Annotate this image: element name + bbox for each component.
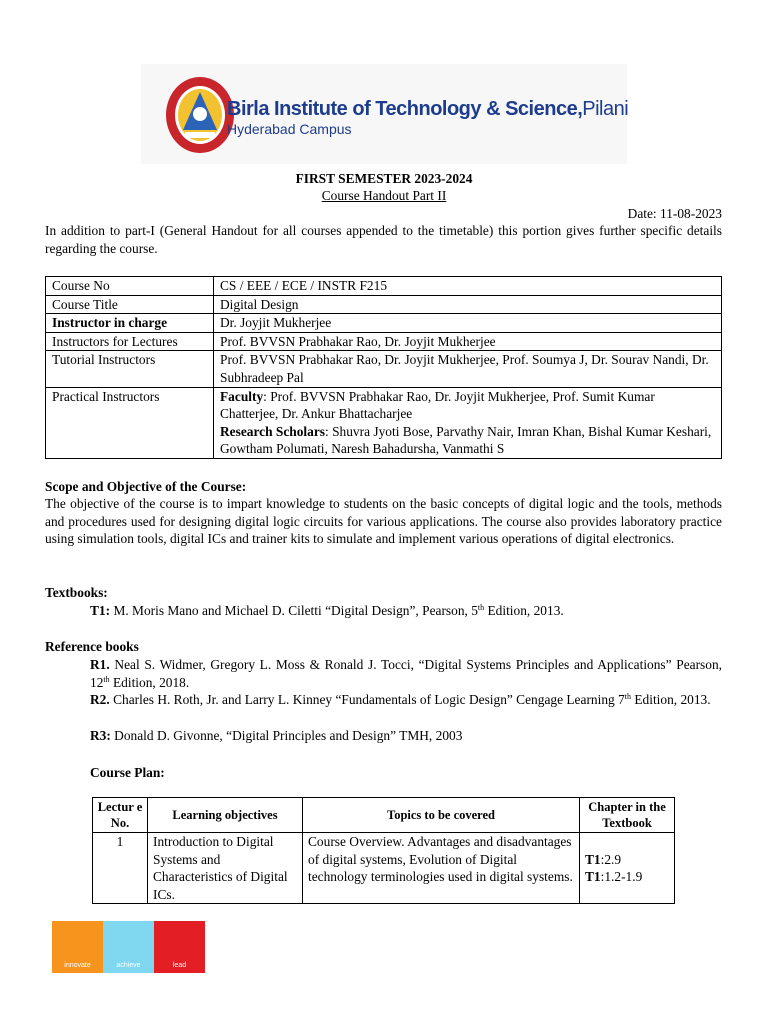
campus-name: Hyderabad Campus: [227, 121, 352, 137]
table-row: [46, 351, 722, 387]
reference-r2: R2. Charles H. Roth, Jr. and Larry L. Kinney “Fundamentals of Logic Design” Cengage Learning 7th Edition, 2013.: [90, 692, 711, 707]
course-title-label: Course Title: [46, 295, 214, 314]
institute-logo-banner: [141, 64, 627, 164]
table-row: [46, 277, 722, 296]
research-scholars-label: Research Scholars: [220, 423, 326, 439]
table-row: [46, 387, 722, 458]
col-lecture-no: Lectur e No.: [93, 798, 148, 833]
tutorial-instructors-value: Prof. BVVSN Prabhakar Rao, Dr. Joyjit Mukherjee, Prof. Soumya J, Dr. Sourav Nandi, Dr. Subhradeep Pal: [214, 351, 722, 387]
table-row: [46, 332, 722, 351]
textbooks-heading: Textbooks:: [45, 585, 108, 600]
research-scholars-line: [220, 423, 715, 458]
col-chapter: Chapter in the Textbook: [580, 798, 675, 833]
course-plan-heading: Course Plan:: [90, 765, 165, 780]
table-row: [93, 833, 675, 904]
intro-paragraph: In addition to part-I (General Handout for all courses appended to the timetable) this portion gives further specific details regarding the course.: [45, 223, 722, 256]
topics-cell: Course Overview. Advantages and disadvantages of digital systems, Evolution of Digital technology terminologies used in digital systems.: [303, 833, 580, 904]
reference-books-heading: Reference books: [45, 639, 139, 654]
chapter-cell: T1:2.9 T1:1.2-1.9: [580, 833, 675, 904]
table-row: [46, 295, 722, 314]
bits-seal-icon: [163, 74, 237, 156]
instructor-in-charge-label: Instructor in charge: [46, 314, 214, 333]
objective-cell: Introduction to Digital Systems and Characteristics of Digital ICs.: [148, 833, 303, 904]
col-learning-objectives: Learning objectives: [148, 798, 303, 833]
lecture-instructors-label: Instructors for Lectures: [46, 332, 214, 351]
semester-heading: FIRST SEMESTER 2023-2024: [295, 171, 473, 186]
institute-brand: [227, 98, 628, 138]
course-info-table: [45, 276, 722, 459]
achieve-tile: achieve: [103, 921, 154, 973]
practical-instructors-label: Practical Instructors: [46, 387, 214, 458]
col-topics: Topics to be covered: [303, 798, 580, 833]
textbook-t1: T1: M. Moris Mano and Michael D. Ciletti “Digital Design”, Pearson, 5th Edition, 2013.: [90, 603, 564, 618]
innovate-tile: innovate: [52, 921, 103, 973]
faculty-names: : Prof. BVVSN Prabhakar Rao, Dr. Joyjit Mukherjee, Prof. Sumit Kumar Chatterjee, Dr. Ankur Bhattacharjee: [220, 388, 655, 422]
course-plan-table: [92, 797, 675, 904]
course-no-label: Course No: [46, 277, 214, 296]
scope-paragraph: The objective of the course is to impart knowledge to students on the basic concepts of digital logic and the tools, methods and procedures used for designing digital logic circuits for various applications. The course also provides laboratory practice using simulation tools, digital ICs and trainer kits to simulate and implement various operations of digital electronics.: [45, 496, 722, 547]
handout-title: Course Handout Part II: [321, 188, 447, 203]
institute-city: Pilani: [582, 98, 629, 120]
table-row: [46, 314, 722, 333]
reference-r3: R3: Donald D. Givonne, “Digital Principles and Design” TMH, 2003: [90, 728, 463, 743]
course-no-value: CS / EEE / ECE / INSTR F215: [214, 277, 722, 296]
reference-r1: R1. Neal S. Widmer, Gregory L. Moss & Ronald J. Tocci, “Digital Systems Principles and Applications” Pearson, 12th Edition, 2018.: [90, 657, 722, 690]
table-header-row: [93, 798, 675, 833]
faculty-line: [220, 388, 715, 423]
practical-instructors-value: [214, 387, 722, 458]
research-scholars-names: : Shuvra Jyoti Bose, Parvathy Nair, Imran Khan, Bishal Kumar Keshari, Gowtham Polumati, Naresh Bahadursha, Vanmathi S: [220, 423, 712, 457]
course-title-value: Digital Design: [214, 295, 722, 314]
lecture-instructors-value: Prof. BVVSN Prabhakar Rao, Dr. Joyjit Mukherjee: [214, 332, 722, 351]
tutorial-instructors-label: Tutorial Instructors: [46, 351, 214, 387]
faculty-label: Faculty: [220, 388, 264, 404]
footer-logo: [52, 921, 204, 973]
lecture-no-cell: 1: [93, 833, 148, 904]
lead-tile: lead: [154, 921, 205, 973]
handout-date: Date: 11-08-2023: [627, 206, 722, 221]
institute-name: Birla Institute of Technology & Science,Pilani: [227, 98, 629, 120]
instructor-in-charge-value: Dr. Joyjit Mukherjee: [214, 314, 722, 333]
scope-heading: Scope and Objective of the Course:: [45, 479, 247, 494]
